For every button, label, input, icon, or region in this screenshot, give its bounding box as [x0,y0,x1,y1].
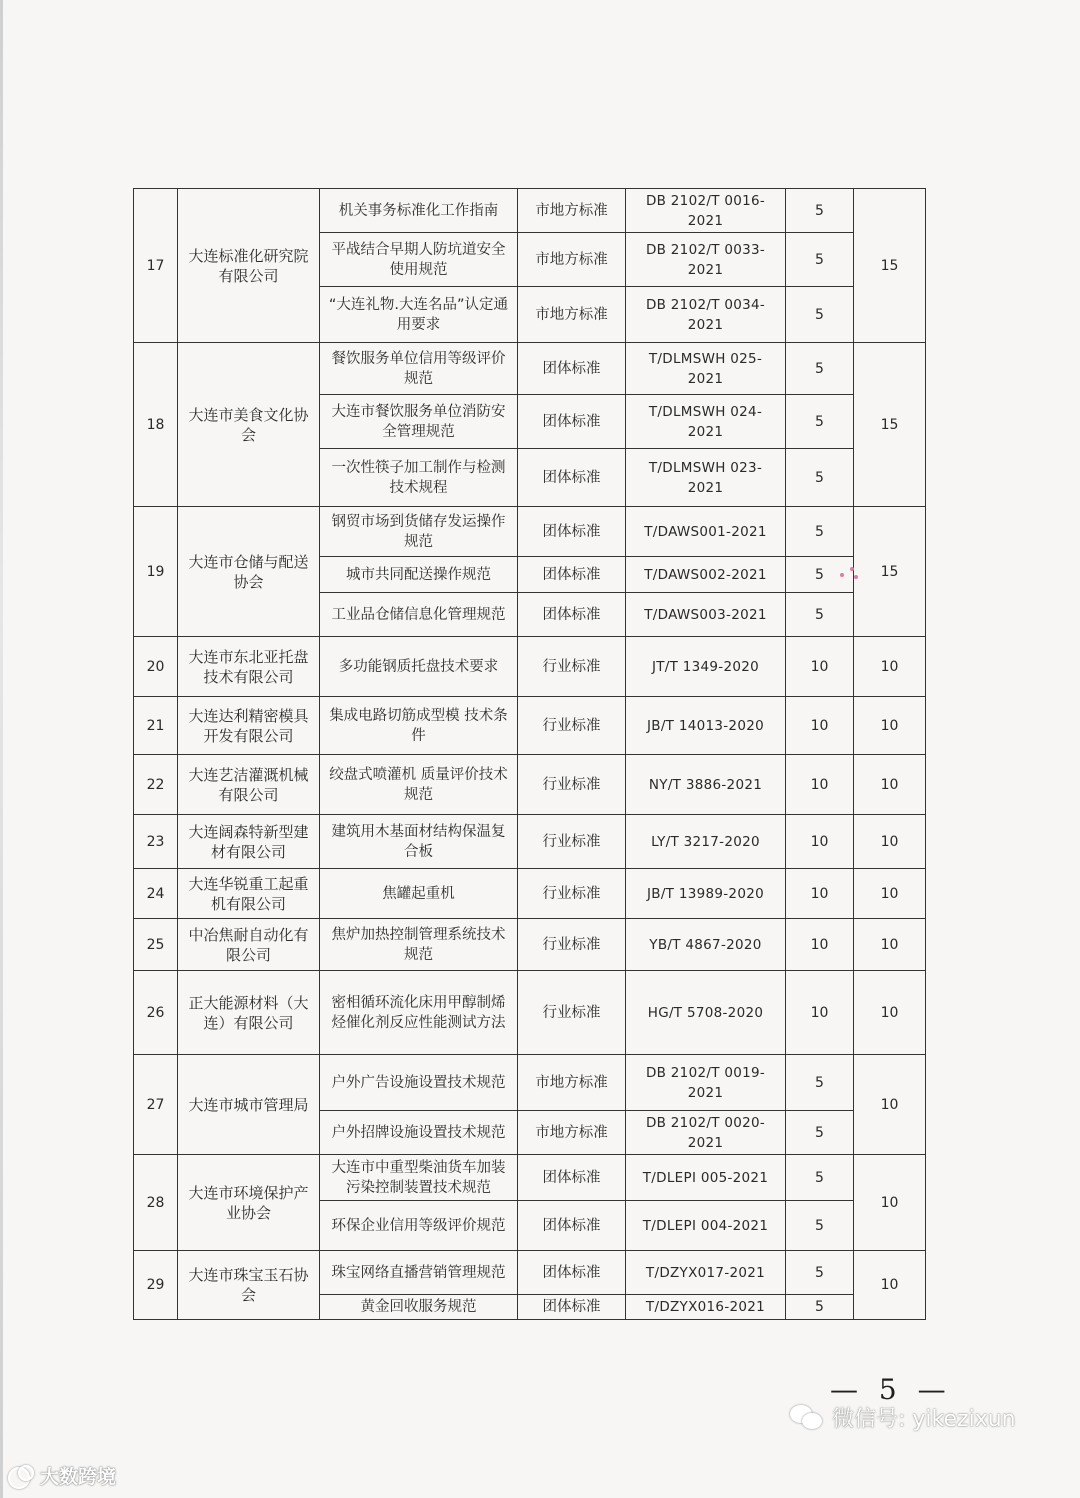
standard-name: 建筑用木基面材结构保温复合板 [320,815,518,869]
total-score: 10 [854,755,926,815]
standard-type: 团体标准 [518,1201,626,1251]
table-row [134,1155,926,1201]
standard-name: 机关事务标准化工作指南 [320,189,518,233]
standard-code: DB 2102/T 0016-2021 [626,189,786,233]
row-number: 26 [134,971,178,1055]
org-name: 大连市珠宝玉石协会 [178,1251,320,1320]
total-score: 15 [854,343,926,507]
row-number: 21 [134,697,178,755]
item-score: 10 [786,919,854,971]
item-score: 5 [786,1295,854,1320]
standard-code: HG/T 5708-2020 [626,971,786,1055]
standard-type: 行业标准 [518,755,626,815]
standard-type: 市地方标准 [518,1111,626,1155]
standard-name: 钢贸市场到货储存发运操作规范 [320,507,518,557]
standard-type: 团体标准 [518,1155,626,1201]
item-score: 5 [786,395,854,449]
standard-name: 一次性筷子加工制作与检测技术规程 [320,449,518,507]
standard-code: T/DLMSWH 024-2021 [626,395,786,449]
standard-type: 市地方标准 [518,287,626,343]
item-score: 5 [786,189,854,233]
standard-code: T/DLMSWH 023-2021 [626,449,786,507]
item-score: 5 [786,1111,854,1155]
item-score: 5 [786,287,854,343]
standard-code: T/DLEPI 005-2021 [626,1155,786,1201]
org-name: 正大能源材料（大连）有限公司 [178,971,320,1055]
wechat-watermark [790,1402,1016,1433]
row-number: 17 [134,189,178,343]
item-score: 5 [786,1055,854,1111]
standard-type: 团体标准 [518,449,626,507]
page-edge [0,0,3,1498]
item-score: 5 [786,557,854,593]
table-row [134,755,926,815]
standard-name: 黄金回收服务规范 [320,1295,518,1320]
standard-name: 城市共同配送操作规范 [320,557,518,593]
standard-code: JB/T 14013-2020 [626,697,786,755]
standard-name: “大连礼物.大连名品”认定通用要求 [320,287,518,343]
brand-watermark [8,1462,116,1489]
standard-code: DB 2102/T 0034-2021 [626,287,786,343]
total-score: 10 [854,637,926,697]
standard-code: T/DAWS001-2021 [626,507,786,557]
standards-table [133,188,926,1320]
standard-code: T/DAWS003-2021 [626,593,786,637]
standard-type: 行业标准 [518,637,626,697]
standard-name: 餐饮服务单位信用等级评价规范 [320,343,518,395]
standard-type: 市地方标准 [518,1055,626,1111]
org-name: 大连市环境保护产业协会 [178,1155,320,1251]
row-number: 27 [134,1055,178,1155]
standard-type: 团体标准 [518,557,626,593]
page-number: — 5 — [830,1373,952,1406]
total-score: 10 [854,869,926,919]
standard-name: 户外广告设施设置技术规范 [320,1055,518,1111]
standard-name: 焦罐起重机 [320,869,518,919]
standard-name: 大连市餐饮服务单位消防安全管理规范 [320,395,518,449]
standard-code: NY/T 3886-2021 [626,755,786,815]
standard-code: JT/T 1349-2020 [626,637,786,697]
table-row [134,697,926,755]
item-score: 5 [786,233,854,287]
total-score: 10 [854,919,926,971]
org-name: 大连华锐重工起重机有限公司 [178,869,320,919]
standard-type: 团体标准 [518,593,626,637]
item-score: 5 [786,593,854,637]
standard-type: 团体标准 [518,395,626,449]
item-score: 10 [786,971,854,1055]
standard-code: YB/T 4867-2020 [626,919,786,971]
item-score: 10 [786,755,854,815]
total-score: 10 [854,971,926,1055]
wechat-icon [790,1405,824,1431]
standard-code: T/DLEPI 004-2021 [626,1201,786,1251]
item-score: 5 [786,1201,854,1251]
standard-type: 团体标准 [518,343,626,395]
standard-code: LY/T 3217-2020 [626,815,786,869]
brand-logo-icon [8,1465,34,1487]
item-score: 5 [786,343,854,395]
brand-text: 大数跨境 [40,1466,117,1488]
row-number: 25 [134,919,178,971]
row-number: 29 [134,1251,178,1320]
item-score: 10 [786,637,854,697]
row-number: 20 [134,637,178,697]
table-row [134,637,926,697]
standard-name: 平战结合早期人防坑道安全使用规范 [320,233,518,287]
org-name: 大连市美食文化协会 [178,343,320,507]
standard-name: 焦炉加热控制管理系统技术规范 [320,919,518,971]
standard-name: 户外招牌设施设置技术规范 [320,1111,518,1155]
standard-type: 团体标准 [518,1295,626,1320]
item-score: 5 [786,1155,854,1201]
table-row [134,189,926,233]
org-name: 大连阔森特新型建材有限公司 [178,815,320,869]
standard-type: 行业标准 [518,971,626,1055]
total-score: 10 [854,1055,926,1155]
standard-name: 环保企业信用等级评价规范 [320,1201,518,1251]
standard-code: DB 2102/T 0019-2021 [626,1055,786,1111]
row-number: 23 [134,815,178,869]
standard-type: 市地方标准 [518,233,626,287]
row-number: 24 [134,869,178,919]
row-number: 22 [134,755,178,815]
item-score: 10 [786,697,854,755]
org-name: 大连达利精密模具开发有限公司 [178,697,320,755]
wechat-id-text: 微信号: yikezixun [832,1407,1016,1432]
org-name: 大连市城市管理局 [178,1055,320,1155]
standard-name: 绞盘式喷灌机 质量评价技术规范 [320,755,518,815]
standard-type: 团体标准 [518,507,626,557]
standard-type: 行业标准 [518,815,626,869]
table-row [134,343,926,395]
org-name: 大连标准化研究院有限公司 [178,189,320,343]
standard-name: 大连市中重型柴油货车加装污染控制装置技术规范 [320,1155,518,1201]
standard-code: T/DAWS002-2021 [626,557,786,593]
table-row [134,1055,926,1111]
standard-code: DB 2102/T 0033-2021 [626,233,786,287]
standard-type: 市地方标准 [518,189,626,233]
table-row [134,815,926,869]
table-row [134,971,926,1055]
table-row [134,869,926,919]
row-number: 19 [134,507,178,637]
row-number: 18 [134,343,178,507]
item-score: 10 [786,869,854,919]
standard-name: 密相循环流化床用甲醇制烯烃催化剂反应性能测试方法 [320,971,518,1055]
standard-type: 团体标准 [518,1251,626,1295]
ink-smudge [838,565,860,581]
item-score: 5 [786,1251,854,1295]
item-score: 10 [786,815,854,869]
org-name: 大连艺洁灌溉机械有限公司 [178,755,320,815]
standard-code: DB 2102/T 0020-2021 [626,1111,786,1155]
standard-type: 行业标准 [518,919,626,971]
total-score: 10 [854,697,926,755]
org-name: 大连市仓储与配送协会 [178,507,320,637]
org-name: 大连市东北亚托盘技术有限公司 [178,637,320,697]
table-row [134,919,926,971]
standard-name: 多功能钢质托盘技术要求 [320,637,518,697]
row-number: 28 [134,1155,178,1251]
org-name: 中冶焦耐自动化有限公司 [178,919,320,971]
standard-name: 集成电路切筋成型模 技术条件 [320,697,518,755]
standard-code: JB/T 13989-2020 [626,869,786,919]
standard-code: T/DZYX016-2021 [626,1295,786,1320]
table-row [134,507,926,557]
standard-type: 行业标准 [518,869,626,919]
item-score: 5 [786,507,854,557]
total-score: 10 [854,815,926,869]
standard-name: 珠宝网络直播营销管理规范 [320,1251,518,1295]
standard-code: T/DZYX017-2021 [626,1251,786,1295]
total-score: 10 [854,1155,926,1251]
total-score: 15 [854,507,926,637]
total-score: 10 [854,1251,926,1320]
total-score: 15 [854,189,926,343]
standard-type: 行业标准 [518,697,626,755]
table-row [134,1251,926,1295]
standard-code: T/DLMSWH 025-2021 [626,343,786,395]
standard-name: 工业品仓储信息化管理规范 [320,593,518,637]
item-score: 5 [786,449,854,507]
